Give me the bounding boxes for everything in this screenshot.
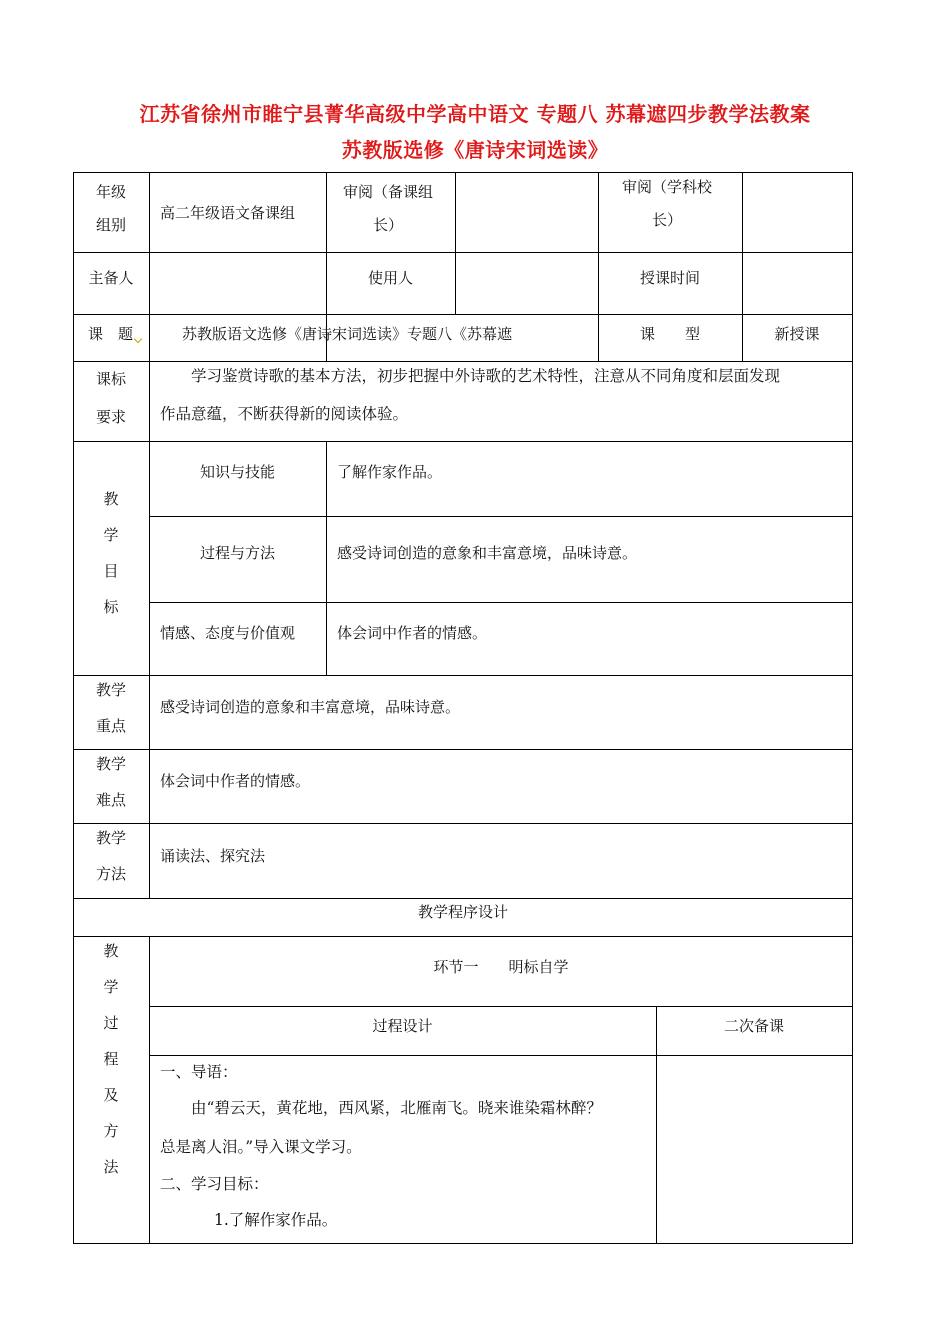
difficult-points-label-line2: 难点 bbox=[95, 791, 126, 809]
intro-line2: 总是离人泪。”导入课文学习。 bbox=[160, 1138, 362, 1156]
goals-subheading: 二、学习目标： bbox=[160, 1175, 269, 1193]
key-points-value: 感受诗词创造的意象和丰富意境，品味诗意。 bbox=[160, 698, 461, 716]
topic-label bbox=[88, 324, 149, 344]
goal-item-1: 1.了解作家作品。 bbox=[214, 1211, 338, 1229]
goal-emotion-label bbox=[160, 623, 326, 643]
procedure-char: 过 bbox=[103, 1014, 119, 1032]
user-label: 使用人 bbox=[367, 269, 413, 287]
goal-knowledge-label: 知识与技能 bbox=[199, 463, 275, 481]
goal-process-value: 感受诗词创造的意象和丰富意境，品味诗意。 bbox=[337, 544, 638, 562]
goal-emotion-label-text: 情感、态度与价值观 bbox=[160, 624, 296, 642]
difficult-points-label-line1: 教学 bbox=[95, 755, 126, 773]
goal-knowledge-value: 了解作家作品。 bbox=[337, 463, 443, 481]
review-subject-leader-label bbox=[622, 177, 742, 230]
methods-label-line2: 方法 bbox=[95, 865, 126, 883]
difficult-points-value: 体会词中作者的情感。 bbox=[160, 772, 311, 790]
document-title-line1: 江苏省徐州市睢宁县菁华高级中学高中语文 专题八 苏幕遮四步教学法教案 bbox=[139, 102, 811, 126]
intro-line1: 由“碧云天，黄花地，西风紧，北雁南飞。晓来谁染霜林醉？ bbox=[191, 1099, 602, 1117]
goals-char: 目 bbox=[103, 562, 119, 580]
difficult-points-label bbox=[73, 754, 149, 810]
standard-label bbox=[73, 369, 149, 427]
goal-emotion-value: 体会词中作者的情感。 bbox=[337, 624, 488, 642]
procedure-char: 法 bbox=[103, 1158, 119, 1176]
procedure-char: 方 bbox=[103, 1122, 119, 1140]
process-design-heading: 过程设计 bbox=[372, 1017, 433, 1035]
review2-line1: 审阅（学科校 bbox=[622, 178, 713, 196]
intro-heading: 一、导语： bbox=[160, 1063, 238, 1081]
key-points-label-line2: 重点 bbox=[95, 717, 126, 735]
goals-label bbox=[73, 489, 149, 617]
standard-line1: 学习鉴赏诗歌的基本方法，初步把握中外诗歌的艺术特性，注意从不同角度和层面发现 bbox=[191, 367, 781, 385]
procedure-char: 学 bbox=[103, 978, 119, 996]
key-points-label bbox=[73, 680, 149, 736]
standard-line2: 作品意蕴，不断获得新的阅读体验。 bbox=[160, 405, 409, 423]
methods-label bbox=[73, 828, 149, 884]
second-preparation-heading: 二次备课 bbox=[723, 1017, 784, 1035]
preparer-label: 主备人 bbox=[88, 269, 134, 287]
type-value: 新授课 bbox=[774, 325, 820, 343]
edit-mark-icon bbox=[134, 335, 142, 343]
review-group-leader-label bbox=[343, 182, 455, 235]
time-label: 授课时间 bbox=[639, 269, 700, 287]
standard-label-line1: 课标 bbox=[95, 370, 126, 388]
key-points-label-line1: 教学 bbox=[95, 681, 126, 699]
procedure-heading: 教学程序设计 bbox=[417, 903, 508, 921]
stage-one-heading: 环节一 明标自学 bbox=[433, 958, 569, 976]
goals-char: 教 bbox=[103, 490, 119, 508]
procedure-char: 教 bbox=[103, 942, 119, 960]
topic-label-text: 课 题 bbox=[88, 325, 134, 343]
grade-label-line2: 组别 bbox=[95, 216, 126, 234]
document-title-line2: 苏教版选修《唐诗宋词选读》 bbox=[341, 138, 609, 162]
standard-text bbox=[160, 366, 850, 424]
procedure-char: 及 bbox=[103, 1086, 119, 1104]
grade-group-value: 高二年级语文备课组 bbox=[160, 204, 296, 222]
goals-char: 学 bbox=[103, 526, 119, 544]
goal-process-label: 过程与方法 bbox=[199, 544, 275, 562]
topic-value: 苏教版语文选修《唐诗宋词选读》专题八《苏幕遮 bbox=[182, 325, 513, 343]
grade-label-line1: 年级 bbox=[95, 183, 126, 201]
type-label: 课 型 bbox=[639, 325, 700, 343]
procedure-label bbox=[73, 941, 149, 1177]
review1-line2: 长） bbox=[373, 216, 404, 234]
review1-line1: 审阅（备课组 bbox=[343, 183, 434, 201]
grade-group-label bbox=[73, 182, 149, 235]
methods-value: 诵读法、探究法 bbox=[160, 847, 266, 865]
goals-char: 标 bbox=[103, 598, 119, 616]
review2-line2: 长） bbox=[652, 211, 683, 229]
procedure-char: 程 bbox=[103, 1050, 119, 1068]
standard-label-line2: 要求 bbox=[95, 408, 126, 426]
methods-label-line1: 教学 bbox=[95, 829, 126, 847]
